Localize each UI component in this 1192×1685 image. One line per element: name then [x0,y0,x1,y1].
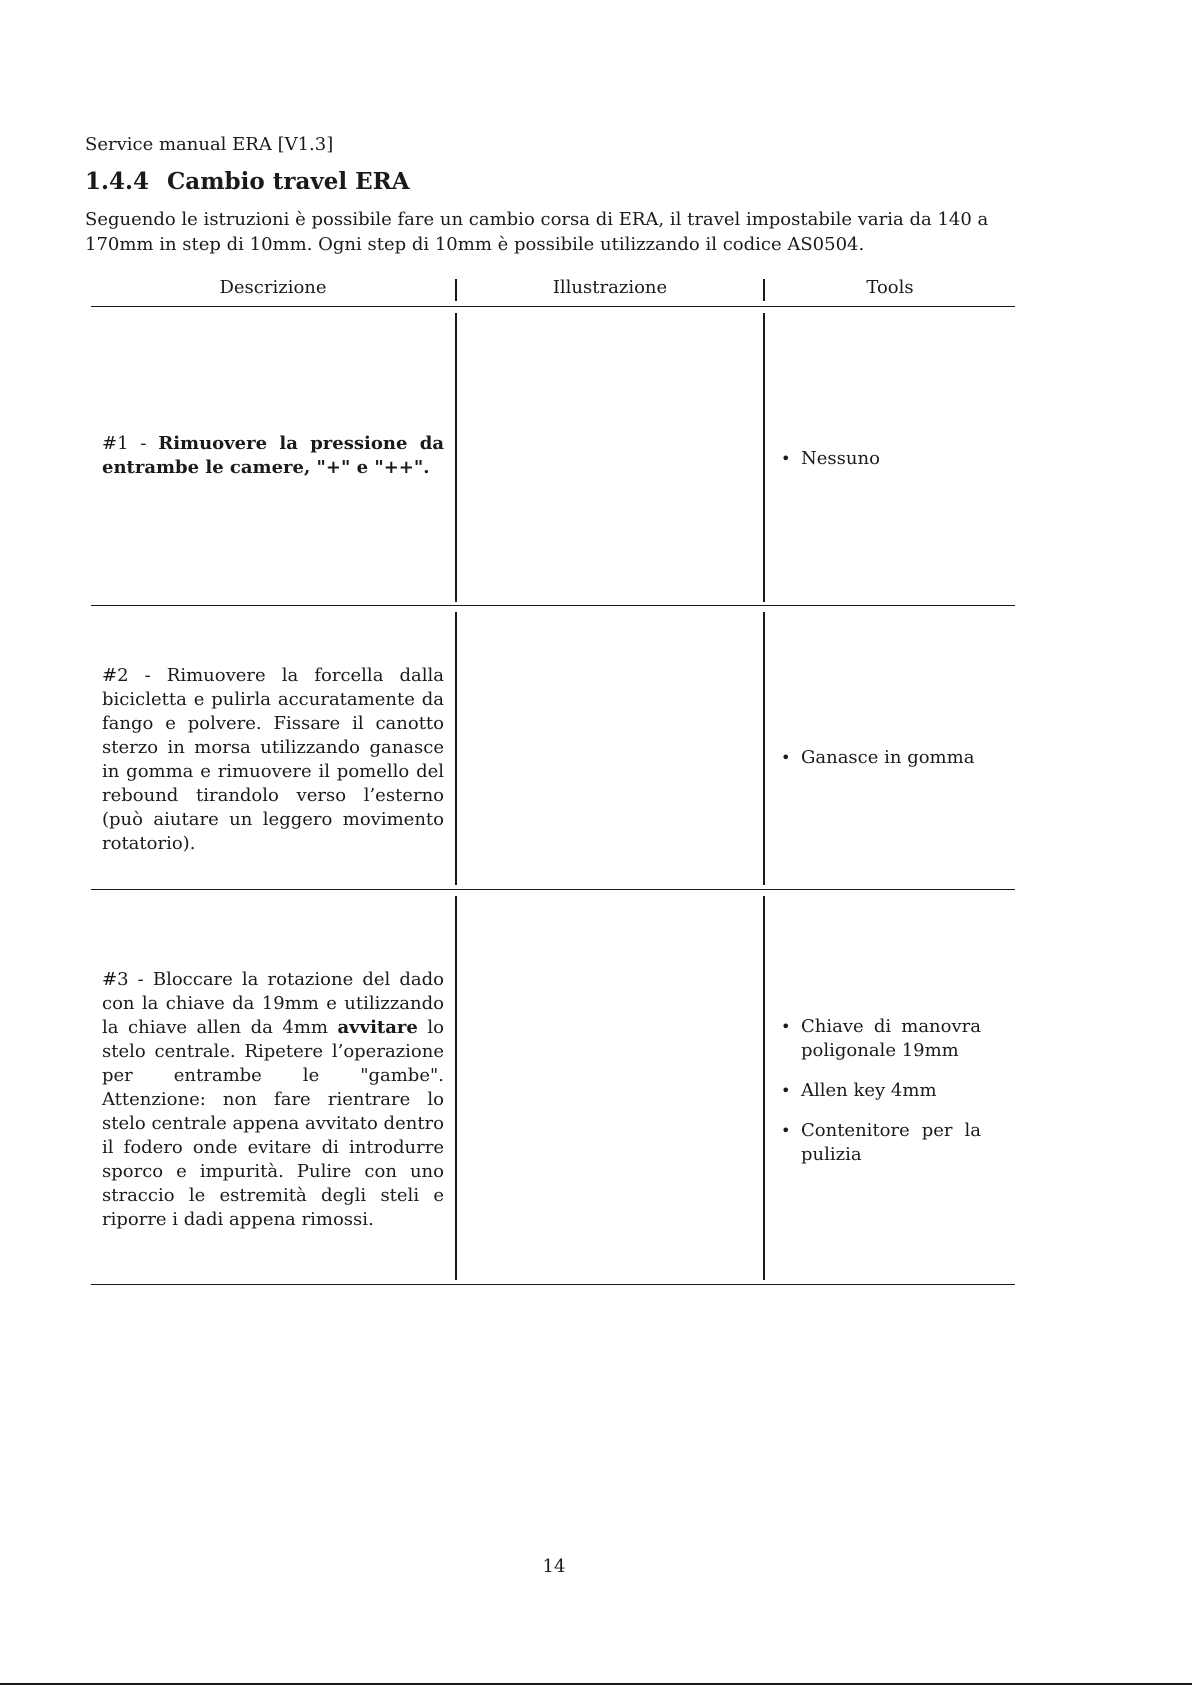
column-divider [455,896,457,1280]
tools-list [781,746,1001,786]
step-number: #2 - [102,665,167,686]
section-heading [85,168,410,195]
column-divider [763,313,765,602]
step-description [102,664,444,856]
header-divider [455,279,457,301]
table-header-row [91,275,1015,307]
step-description: #3 - Bloccare la rotazione del dado con la chiave da 19mm e utilizzando la chiave allen da 4mm avvitare lo stelo centrale. Ripetere l’operazione per entrambe le "gambe". Attenzione: non fare rientrare lo stelo centrale appena avvitato dentro il fodero onde evitare di introdurre sporco e impurità. Pulire con uno straccio le estremità degli steli e riporre i dadi appena rimossi. [102,969,445,1230]
step-instruction: Rimuovere la forcella dalla bicicletta e pulirla accuratamente da fango e polvere. Fissare il canotto sterzo in morsa utilizzando ganasce in gomma e rimuovere il pomello del rebound tirandolo verso l’esterno (può aiutare un leggero movimento rotatorio). [102,665,445,854]
table-row [91,606,1015,890]
column-header-tools: Tools [866,277,914,298]
section-number: 1.4.4 [85,168,150,195]
table-row [91,890,1015,1285]
step-description [102,432,444,480]
tools-list [781,1015,981,1183]
tool-item: • Allen key 4mm [781,1080,937,1101]
tools-list [781,447,1001,487]
tool-item: • Ganasce in gomma [781,747,975,768]
column-divider [455,612,457,885]
header-divider [763,279,765,301]
intro-paragraph: Seguendo le istruzioni è possibile fare un cambio corsa di ERA, il travel impostabile varia da 140 a 170mm in step di 10mm. Ogni step di 10mm è possibile utilizzando il codice AS0504. [85,209,989,255]
step-number: #3 - [102,969,153,990]
tool-item: • Chiave di manovra poligonale 19mm [781,1016,981,1061]
page-number: 14 [542,1556,566,1577]
section-title: Cambio travel ERA [167,168,410,195]
column-divider [455,313,457,602]
running-header: Service manual ERA [V1.3] [85,134,334,155]
tool-item: • Nessuno [781,448,880,469]
table-row [91,307,1015,606]
column-divider [763,896,765,1280]
emphasis-avvitare: avvitare [337,1017,418,1038]
column-header-illustration: Illustrazione [552,277,668,298]
column-header-description: Descrizione [219,277,327,298]
column-divider [763,612,765,885]
step-number: #1 - [102,433,159,454]
procedure-table [91,275,1015,1285]
step-instruction: Rimuovere la pressione da entrambe le camere, "+" e "++". [102,433,444,478]
tool-item: • Contenitore per la pulizia [781,1120,981,1165]
